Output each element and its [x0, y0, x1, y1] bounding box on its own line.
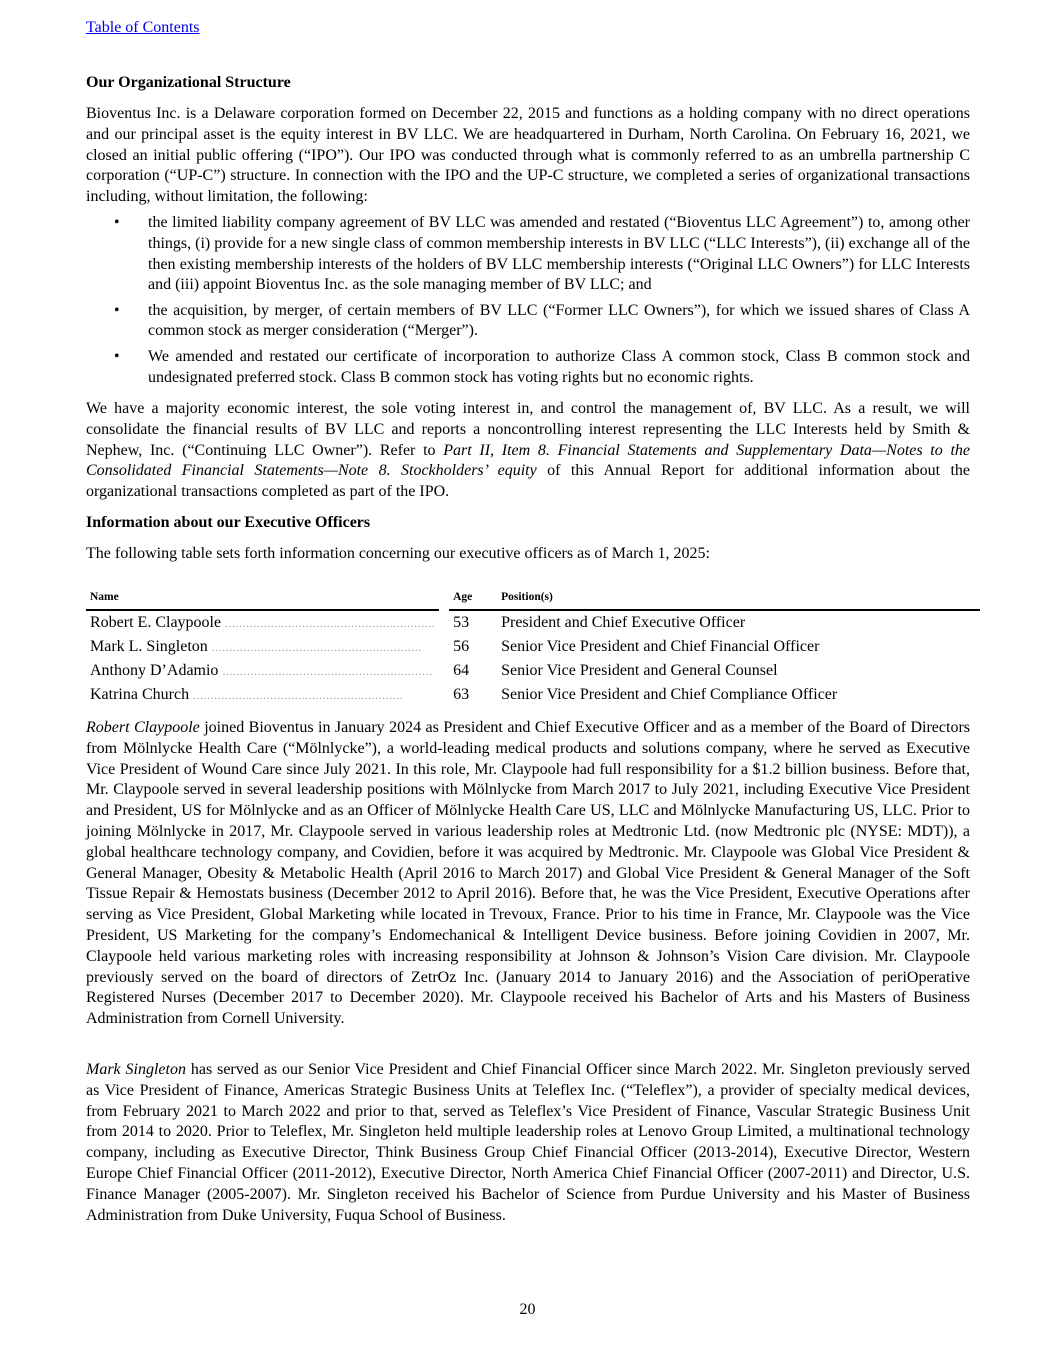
- list-item: [86, 301, 970, 343]
- majority-interest-paragraph: [86, 399, 970, 503]
- officer-age: 53: [453, 614, 470, 631]
- paragraph-text: We have a majority economic interest, the sole voting interest in, and control the management of, BV LLC. As a result, we will consolidate the financial results of BV LLC and reports a noncontrolling interest representing the LLC Interests held by Smith & Nephew, Inc. (“Continuing LLC Owner”). Refer to: [86, 400, 970, 459]
- officer-name-cell: [86, 659, 439, 683]
- bio-text: joined Bioventus in January 2024 as President and Chief Executive Officer and as a member of the Board of Directors from Mölnlycke Health Care (“Mölnlycke”), a world-leading medical products and solutions company, where he served as Executive Vice President of Wound Care since July 2021. In this role, Mr. Claypoole had full responsibility for a $1.2 billion business. Before that, Mr. Claypoole served in several leadership positions with Mölnlycke from March 2017 to July 2021, including Executive Vice President and President, US for Mölnlycke and as an Officer of Mölnlycke Health Care US, LLC and Mölnlycke Manufacturing US, LLC. Prior to joining Mölnlycke in 2017, Mr. Claypoole served in various leadership roles at Medtronic Ltd. (now Medtronic plc (NYSE: MDT)), a global healthcare technology company, and Covidien, before it was acquired by Medtronic. Mr. Claypoole was Global Vice President & General Manager, Obesity & Metabolic Health (April 2016 to March 2017) and Global Vice President & General Manager of the Soft Tissue Repair & Hemostats business (December 2012 to April 2016). Before that, he was the Vice President, Executive Operations after serving as Vice President, Global Marketing while located in Trevoux, France. Prior to his time in France, Mr. Claypoole was the Vice President, US Marketing for the company’s Endomechanical & Intelligent Device business. Before joining Covidien in 2007, Mr. Claypoole held various marketing roles with increasing responsibility at Johnson & Johnson’s Vision Care division. Mr. Claypoole previously served on the board of directors of ZetrOz Inc. (January 2014 to January 2016) and the Association of periOperative Registered Nurses (December 2017 to December 2020). Mr. Claypoole received his Bachelor of Arts and his Masters of Business Administration from Cornell University.: [86, 719, 971, 1028]
- dot-leader: ............................................................: [211, 640, 422, 654]
- executive-table-intro: The following table sets forth information concerning our executive officers as of March 1, 2025:: [86, 545, 710, 562]
- table-row: [86, 635, 980, 659]
- officer-position: Senior Vice President and Chief Compliance Officer: [501, 686, 838, 703]
- bullet-icon: •: [114, 301, 120, 319]
- executive-officers-table: [86, 585, 980, 707]
- section-heading-org-structure: Our Organizational Structure: [86, 74, 291, 91]
- bullet-icon: •: [114, 347, 120, 365]
- officer-position: President and Chief Executive Officer: [501, 614, 746, 631]
- officer-name-cell: [86, 610, 439, 635]
- report-reference: Part II, Item 8. Financial Statements and Supplementary Data—Notes to the Consolidated Financial Statements—Note 8. Stockholders’ equity: [86, 441, 971, 480]
- officer-age: 56: [453, 638, 470, 655]
- column-header-age: Age: [449, 585, 497, 610]
- org-transactions-list: [86, 213, 970, 393]
- officer-age: 64: [453, 662, 470, 679]
- officer-name: Anthony D’Adamio: [90, 662, 219, 679]
- bullet-icon: •: [114, 214, 120, 231]
- bio-paragraph-claypoole: [86, 718, 970, 1030]
- officer-name: Katrina Church: [90, 686, 190, 703]
- paragraph-text: of this Annual Report for additional information about the organizational transactions completed as part of the IPO.: [86, 462, 970, 501]
- table-row: [86, 683, 980, 707]
- dot-leader: ............................................................: [222, 664, 433, 678]
- list-item-text: the limited liability company agreement of BV LLC was amended and restated (“Bioventus LLC Agreement”) to, among other things, (i) provide for a new single class of common membership interests in BV LLC (“LLC Interests”), (ii) exchange all of the then existing membership interests of the holders of BV LLC membership interests (“Original LLC Owners”) for LLC Interests and (iii) appoint Bioventus Inc. as the sole managing member of BV LLC; and: [148, 214, 970, 294]
- bio-name: Mark Singleton: [86, 1061, 186, 1078]
- list-item-text: the acquisition, by merger, of certain members of BV LLC (“Former LLC Owners”), for which we issued shares of Class A common stock as merger consideration (“Merger”).: [148, 301, 970, 340]
- column-header-position: Position(s): [497, 585, 980, 610]
- table-of-contents-link[interactable]: Table of Contents: [86, 19, 200, 36]
- list-item-text: We amended and restated our certificate of incorporation to authorize Class A common stock, Class B common stock and undesignated preferred stock. Class B common stock has voting rights but no economic rights.: [148, 347, 970, 386]
- org-structure-paragraph: Bioventus Inc. is a Delaware corporation formed on December 22, 2015 and functions as a holding company with no direct operations and our principal asset is the equity interest in BV LLC. We are headquartered in Durham, North Carolina. On February 16, 2021, we closed an initial public offering (“IPO”). Our IPO was conducted through what is commonly referred to as an umbrella partnership C corporation (“UP-C”) structure. In connection with the IPO and the UP-C structure, we completed a series of organizational transactions including, without limitation, the following:: [86, 105, 970, 206]
- list-item: [86, 213, 970, 296]
- bio-text: has served as our Senior Vice President and Chief Financial Officer since March 2022. Mr. Singleton previously served as Vice President of Finance, Americas Strategic Business Units at Teleflex Inc. (“Teleflex”), a provider of specialty medical devices, from February 2021 to March 2022 and prior to that, served as Teleflex’s Vice President of Finance, Vascular Strategic Business Unit from 2014 to 2020. Prior to Teleflex, Mr. Singleton held multiple leadership roles at Lenovo Group Limited, a multinational technology company, including as Executive Director, Think Business Group Chief Financial Officer (2013-2014), Executive Director, Western Europe Chief Financial Officer (2011-2012), Executive Director, North America Chief Financial Officer (2007-2011) and Director, U.S. Finance Manager (2005-2007). Mr. Singleton received his Bachelor of Science from Purdue University and his Master of Business Administration from Duke University, Fuqua School of Business.: [86, 1061, 971, 1224]
- page-number: 20: [519, 1301, 536, 1318]
- bio-paragraph-singleton: [86, 1060, 970, 1226]
- list-item: [86, 347, 970, 389]
- bio-name: Robert Claypoole: [86, 719, 200, 736]
- table-row: [86, 659, 980, 683]
- officer-name: Robert E. Claypoole: [90, 614, 222, 631]
- officer-age: 63: [453, 686, 470, 703]
- officer-name: Mark L. Singleton: [90, 638, 208, 655]
- dot-leader: ............................................................: [193, 688, 404, 702]
- officer-name-cell: [86, 635, 439, 659]
- officer-name-cell: [86, 683, 439, 707]
- officer-position: Senior Vice President and General Counsel: [501, 662, 778, 679]
- column-header-name: Name: [86, 585, 439, 610]
- table-row: [86, 610, 980, 635]
- section-heading-executive-officers: Information about our Executive Officers: [86, 514, 371, 531]
- dot-leader: ............................................................: [225, 616, 436, 630]
- officer-position: Senior Vice President and Chief Financial Officer: [501, 638, 820, 655]
